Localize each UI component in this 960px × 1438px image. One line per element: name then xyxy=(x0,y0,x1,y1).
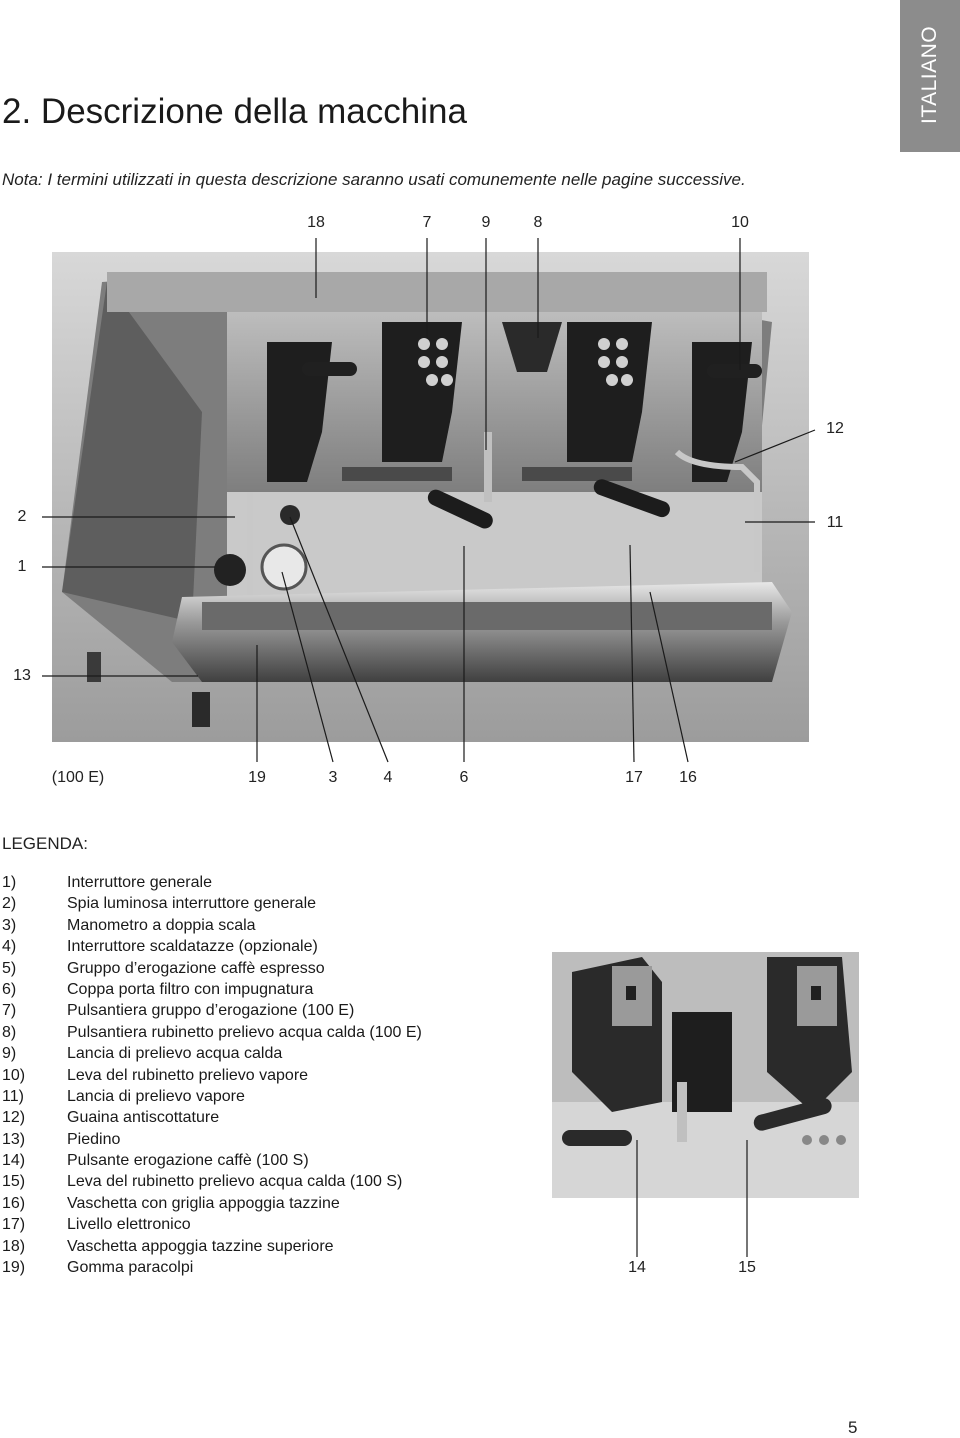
legend-item xyxy=(2,1088,422,1109)
legend-item xyxy=(2,1067,422,1088)
legend-item-text: Gruppo d’erogazione caffè espresso xyxy=(67,959,325,977)
callout-11: 11 xyxy=(826,514,844,531)
legend-item-number: 6) xyxy=(2,980,17,998)
callout-4: 4 xyxy=(383,769,393,786)
legend-item-text: Pulsantiera gruppo d’erogazione (100 E) xyxy=(67,1002,355,1020)
callout-13: 13 xyxy=(13,667,31,684)
legend-item-number: 15) xyxy=(2,1173,26,1191)
callout-14: 14 xyxy=(628,1259,646,1276)
legend-item xyxy=(2,1109,422,1130)
legend-item xyxy=(2,1238,422,1259)
legend-item-text: Spia luminosa interruttore generale xyxy=(67,895,317,913)
legend-item-number: 14) xyxy=(2,1152,26,1170)
legend-item-text: Pulsante erogazione caffè (100 S) xyxy=(67,1152,309,1170)
callout-15: 15 xyxy=(738,1259,756,1276)
legend-item-number: 4) xyxy=(2,938,17,956)
callout-10: 10 xyxy=(731,214,749,231)
language-tab-label: ITALIANO xyxy=(918,25,941,124)
legend-item-number: 2) xyxy=(2,895,17,913)
page-title: 2. Descrizione della macchina xyxy=(2,92,467,131)
legend-item xyxy=(2,938,422,959)
legend-item-number: 16) xyxy=(2,1194,26,1212)
callout-7: 7 xyxy=(422,214,432,231)
legend-item-number: 3) xyxy=(2,916,17,934)
legend-item xyxy=(2,1216,422,1237)
legend-item-text: Lancia di prelievo vapore xyxy=(67,1087,245,1105)
legend-title: LEGENDA: xyxy=(2,834,88,853)
legend-item-text: Interruttore scaldatazze (opzionale) xyxy=(67,938,318,956)
callout-100e: (100 E) xyxy=(51,769,105,786)
legend-item xyxy=(2,895,422,916)
legend-item-number: 8) xyxy=(2,1023,17,1041)
legend-item-text: Piedino xyxy=(67,1130,121,1148)
callout-17: 17 xyxy=(625,769,643,786)
legend-item-number: 11) xyxy=(2,1087,24,1105)
legend-item xyxy=(2,1173,422,1194)
legend-item xyxy=(2,1045,422,1066)
legend-item-number: 9) xyxy=(2,1045,17,1063)
legend-item xyxy=(2,1195,422,1216)
legend-item xyxy=(2,981,422,1002)
callout-2: 2 xyxy=(17,508,27,525)
callout-9: 9 xyxy=(481,214,491,231)
legend-item-text: Livello elettronico xyxy=(67,1216,191,1234)
legend-item-number: 10) xyxy=(2,1066,26,1084)
legend-item-number: 17) xyxy=(2,1216,26,1234)
legend-list xyxy=(2,874,422,1280)
legend-item-text: Vaschetta con griglia appoggia tazzine xyxy=(67,1194,340,1212)
legend-item-number: 19) xyxy=(2,1259,26,1277)
legend-item-number: 18) xyxy=(2,1237,26,1255)
legend-item-number: 7) xyxy=(2,1002,17,1020)
legend-item-text: Leva del rubinetto prelievo vapore xyxy=(67,1066,309,1084)
legend-item xyxy=(2,1131,422,1152)
callout-6: 6 xyxy=(459,769,469,786)
legend-item xyxy=(2,1259,422,1280)
legend-item-number: 5) xyxy=(2,959,17,977)
legend-item xyxy=(2,960,422,981)
legend-item xyxy=(2,1024,422,1045)
legend-item-text: Interruttore generale xyxy=(67,874,212,891)
legend-item xyxy=(2,1002,422,1023)
note-text: Nota: I termini utilizzati in questa descrizione saranno usati comunemente nelle pagine successive. xyxy=(2,170,746,189)
legend-item-text: Vaschetta appoggia tazzine superiore xyxy=(67,1237,334,1255)
callout-8: 8 xyxy=(533,214,543,231)
legend-item-number: 1) xyxy=(2,874,17,891)
page-number: 5 xyxy=(848,1418,858,1437)
legend-item-text: Gomma paracolpi xyxy=(67,1259,194,1277)
callout-18: 18 xyxy=(307,214,325,231)
callout-16: 16 xyxy=(679,769,697,786)
callout-3: 3 xyxy=(328,769,338,786)
legend-item-text: Manometro a doppia scala xyxy=(67,916,256,934)
callout-19: 19 xyxy=(248,769,266,786)
callout-1: 1 xyxy=(17,558,27,575)
legend-item-text: Guaina antiscottature xyxy=(67,1109,220,1127)
legend-item xyxy=(2,917,422,938)
callout-12: 12 xyxy=(826,420,844,437)
legend-item xyxy=(2,1152,422,1173)
legend-item-text: Pulsantiera rubinetto prelievo acqua calda (100 E) xyxy=(67,1023,422,1041)
legend-item-number: 12) xyxy=(2,1109,26,1127)
legend-item-text: Coppa porta filtro con impugnatura xyxy=(67,980,314,998)
legend-item-number: 13) xyxy=(2,1130,26,1148)
legend-item xyxy=(2,874,422,895)
legend-item-text: Lancia di prelievo acqua calda xyxy=(67,1045,283,1063)
legend-item-text: Leva del rubinetto prelievo acqua calda (100 S) xyxy=(67,1173,403,1191)
